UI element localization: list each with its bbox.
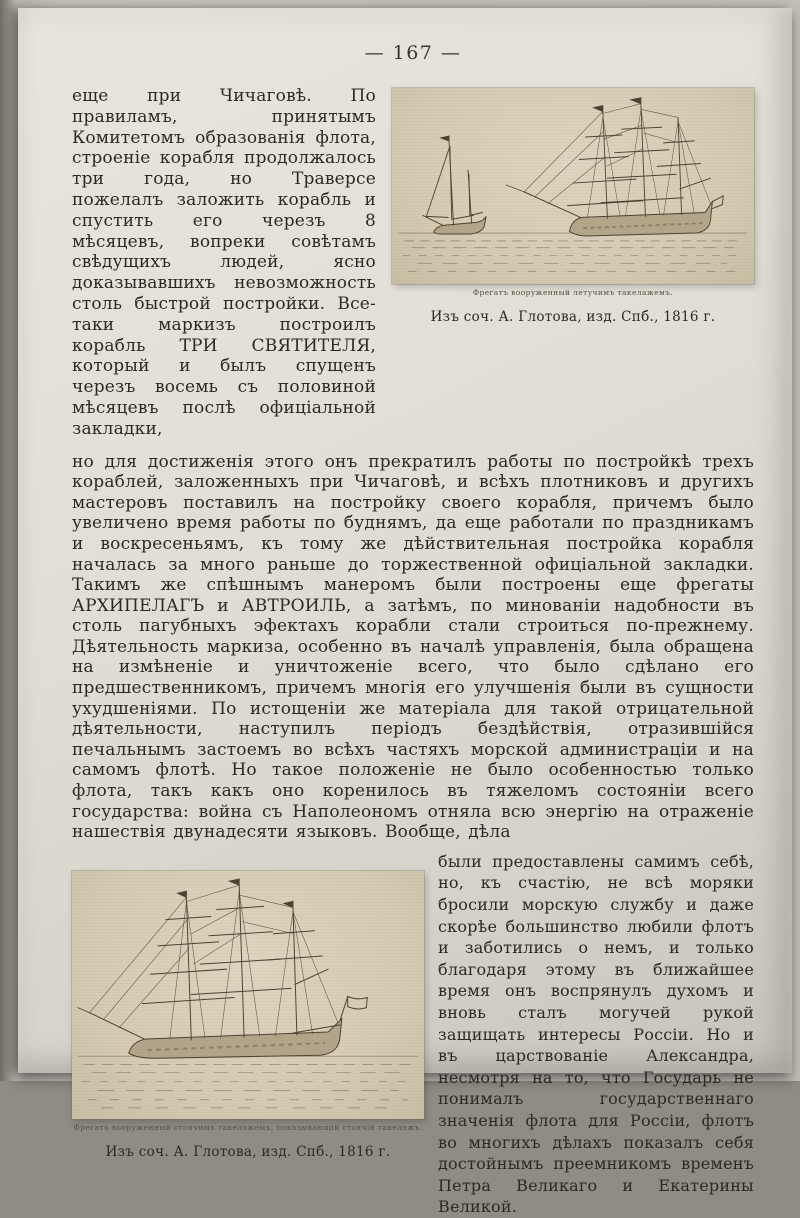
water-hatching: [403, 241, 743, 271]
figure-top-frigate: [392, 86, 754, 440]
paragraph-bottom-right: были предоставлены самимъ себѣ, но, къ счастію, не всѣ моряки бросили морскую службу и даже скорѣе большинство любили флотъ и заботились о немъ, и только благодаря этому въ ближайшее время онъ воспрянулъ духомъ и вновь сталъ могучей рукой защищать интересы Россіи. Но и въ царствованіе Александра, несмотря на то, что Государь не понималъ государственнаго значенія флота для Россіи, флотъ во многихъ дѣлахъ показалъ себя достойнымъ преемникомъ временъ Петра Великаго и Екатерины Великой.: [438, 851, 754, 1217]
figure-bottom-frigate: [72, 851, 424, 1218]
page-sheet: [18, 8, 792, 1217]
paragraph-top-left: еще при Чичаговѣ. По правиламъ, принятымъ Комитетомъ образованія флота, строеніе корабля продолжалось три года, но Траверсе пожелалъ заложить корабль и спустить его черезъ 8 мѣсяцевъ, вопреки совѣтамъ свѣдущихъ людей, ясно доказывавшихъ невозможность столь быстрой постройки. Все-таки маркизъ построилъ корабль ТРИ СВЯТИТЕЛЯ, который и былъ спущенъ черезъ восемь съ половиной мѣсяцевъ послѣ офиціальной закладки,: [72, 86, 376, 439]
frigate-standing-rig-engraving: [72, 871, 424, 1119]
water-hatching: [82, 1064, 414, 1108]
top-section: [72, 86, 754, 440]
page-number: — 167 —: [364, 42, 462, 64]
frigate-flying-rig-engraving: [392, 88, 754, 284]
paragraph-main: но для достиженія этого онъ прекратилъ работы по постройкѣ трехъ кораблей, заложенныхъ при Чичаговѣ, и всѣхъ плотниковъ и другихъ мастеровъ поставилъ на постройку своего корабля, причемъ было увеличено время работы по буднямъ, да еще работали по праздникамъ и воскресеньямъ, къ тому же дѣйствительная постройка корабля началась за много раньше до торжественной офиціальной закладки. Такимъ же спѣшнымъ манеромъ были построены еще фрегаты АРХИПЕЛАГЪ и АВТРОИЛЬ, а затѣмъ, по минованіи надобности въ столь пагубныхъ эфектахъ корабли стали строиться по-прежнему. Дѣятельность маркиза, особенно въ началѣ управленія, была обращена на измѣненіе и уничтоженіе всего, что было сдѣлано его предшественникомъ, причемъ многія его улучшенія были въ сущности ухудшеніями. По истощеніи же матеріала для такой отрицательной дѣятельности, наступилъ періодъ бездѣйствія, отразившійся печальнымъ застоемъ во всѣхъ частяхъ морской администраціи и на самомъ флотѣ. Но такое положеніе не было особенностью только флота, такъ какъ оно коренилось въ тяжеломъ состояніи всего государства: война съ Наполеономъ отняла всю энергію на отраженіе нашествія двунадесяти языковъ. Вообще, дѣла: [72, 451, 754, 843]
source-caption-bottom: Изъ соч. А. Глотова, изд. Спб., 1816 г.: [105, 1143, 391, 1160]
frigate-ship: [78, 879, 367, 1058]
source-caption-top: Изъ соч. А. Глотова, изд. Спб., 1816 г.: [430, 309, 716, 325]
frigate-engraving-art-bottom: [72, 871, 424, 1119]
frigate-engraving-art: [392, 88, 754, 284]
large-frigate: [506, 98, 723, 236]
rigging-lines: [524, 104, 710, 218]
plate-caption-top: Фрегатъ вооруженный летучимъ такелажемъ.: [472, 288, 674, 297]
plate-caption-bottom: Фрегатъ вооруженный стоячимъ такелажемъ, показывающій стоячій такелажъ.: [73, 1122, 423, 1132]
small-yacht: [423, 136, 486, 234]
page-content: [18, 8, 792, 1217]
rigging-lines: [90, 885, 338, 1039]
bottom-section: [72, 851, 754, 1218]
